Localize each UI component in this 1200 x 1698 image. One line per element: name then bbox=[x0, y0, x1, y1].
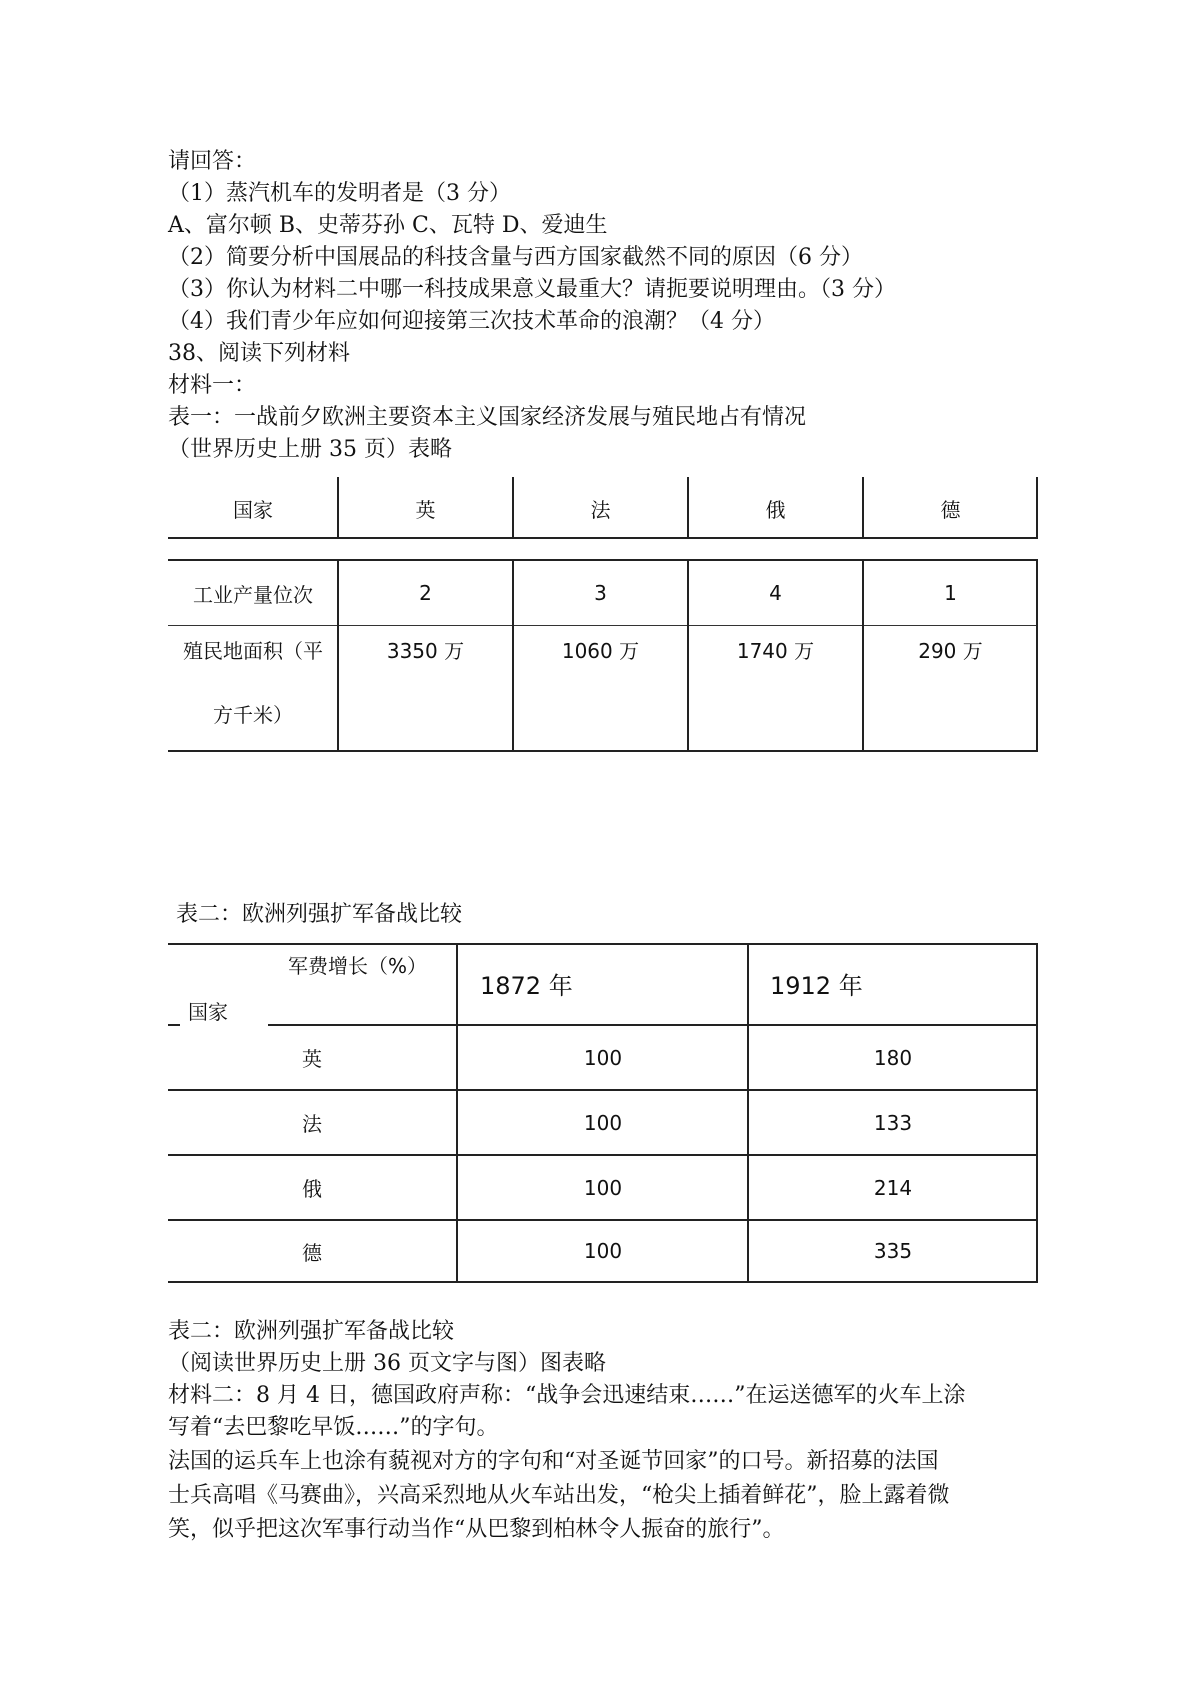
table-2-country: 德 bbox=[302, 1240, 322, 1265]
table-2-caption: 表二：欧洲列强扩军备战比较 bbox=[168, 1319, 455, 1344]
table-1-header-cell: 德 bbox=[940, 497, 961, 522]
material-2-line: 士兵高唱《马赛曲》，兴高采烈地从火车站出发，“枪尖上插着鲜花”，脸上露着微 bbox=[168, 1483, 950, 1508]
table-1-cell: 1 bbox=[944, 581, 957, 605]
table-2-source: （阅读世界历史上册 36 页文字与图）图表略 bbox=[168, 1351, 606, 1376]
table-2-cell: 100 bbox=[583, 1175, 623, 1200]
table-1-header-cell: 俄 bbox=[765, 497, 786, 522]
table-1-row-colony bbox=[168, 625, 1038, 750]
table-1-header-cell: 法 bbox=[590, 497, 611, 522]
question-1: （1）蒸汽机车的发明者是（3 分） bbox=[168, 181, 511, 206]
material-2-line: 笑，似乎把这次军事行动当作“从巴黎到柏林令人振奋的旅行”。 bbox=[168, 1517, 785, 1542]
table-1-row-label: 工业产量位次 bbox=[193, 582, 313, 607]
question-3: （3）你认为材料二中哪一科技成果意义最重大？请扼要说明理由。（3 分） bbox=[168, 277, 896, 302]
table-1-row-label: 殖民地面积（平 bbox=[183, 639, 323, 663]
table-2-country: 法 bbox=[302, 1112, 322, 1136]
answer-prompt: 请回答： bbox=[168, 149, 257, 174]
table-2-country: 俄 bbox=[302, 1177, 322, 1201]
table-2-cell: 100 bbox=[583, 1239, 623, 1263]
table-1-body bbox=[168, 559, 1038, 752]
table-2-corner-top: 军费增长（%） bbox=[288, 953, 428, 978]
material-1-label: 材料一： bbox=[168, 373, 257, 398]
table-1-cell: 2 bbox=[419, 581, 432, 605]
table-1-row-label-continued: 方千米） bbox=[213, 703, 293, 727]
table-2-cell: 335 bbox=[873, 1239, 913, 1263]
table-2 bbox=[168, 943, 1038, 1283]
table-1-source: （世界历史上册 35 页）表略 bbox=[168, 437, 452, 462]
table-2-year-header: 1912 年 bbox=[770, 971, 863, 1000]
table-1-header-row bbox=[168, 477, 1038, 539]
table-1-cell: 3 bbox=[594, 581, 607, 605]
table-2-cell: 214 bbox=[873, 1175, 913, 1200]
question-1-options: A、富尔顿 B、史蒂芬孙 C、瓦特 D、爱迪生 bbox=[168, 213, 608, 238]
table-1-cell: 290 万 bbox=[918, 639, 983, 663]
table-2-year-header: 1872 年 bbox=[480, 971, 573, 1000]
table-2-cell: 133 bbox=[873, 1110, 913, 1135]
table-1-header-cell: 英 bbox=[415, 497, 436, 522]
material-2-line: 材料二：8 月 4 日，德国政府声称：“战争会迅速结束……”在运送德军的火车上涂 bbox=[168, 1383, 966, 1408]
table-2-cell: 100 bbox=[583, 1045, 623, 1070]
table-1-row-industry bbox=[168, 561, 1038, 625]
table-1-cell: 3350 万 bbox=[386, 639, 465, 663]
table-1-header-country: 国家 bbox=[233, 497, 273, 522]
table-1-cell: 4 bbox=[769, 581, 782, 605]
table-2-country: 英 bbox=[302, 1047, 322, 1071]
material-2-line: 法国的运兵车上也涂有藐视对方的字句和“对圣诞节回家”的口号。新招募的法国 bbox=[168, 1449, 939, 1474]
table-2-cell: 100 bbox=[583, 1110, 623, 1135]
question-2: （2）简要分析中国展品的科技含量与西方国家截然不同的原因（6 分） bbox=[168, 245, 863, 270]
table-2-corner-bottom: 国家 bbox=[188, 999, 228, 1024]
table-1-caption: 表一：一战前夕欧洲主要资本主义国家经济发展与殖民地占有情况 bbox=[168, 405, 807, 430]
question-4: （4）我们青少年应如何迎接第三次技术革命的浪潮？（4 分） bbox=[168, 309, 775, 334]
table-2-title: 表二：欧洲列强扩军备战比较 bbox=[176, 902, 463, 927]
material-2-line: 写着“去巴黎吃早饭……”的字句。 bbox=[168, 1415, 499, 1440]
table-1-cell: 1740 万 bbox=[736, 639, 815, 663]
table-1-cell: 1060 万 bbox=[561, 639, 640, 663]
table-2-cell: 180 bbox=[873, 1045, 913, 1070]
question-38-heading: 38、阅读下列材料 bbox=[168, 341, 350, 366]
